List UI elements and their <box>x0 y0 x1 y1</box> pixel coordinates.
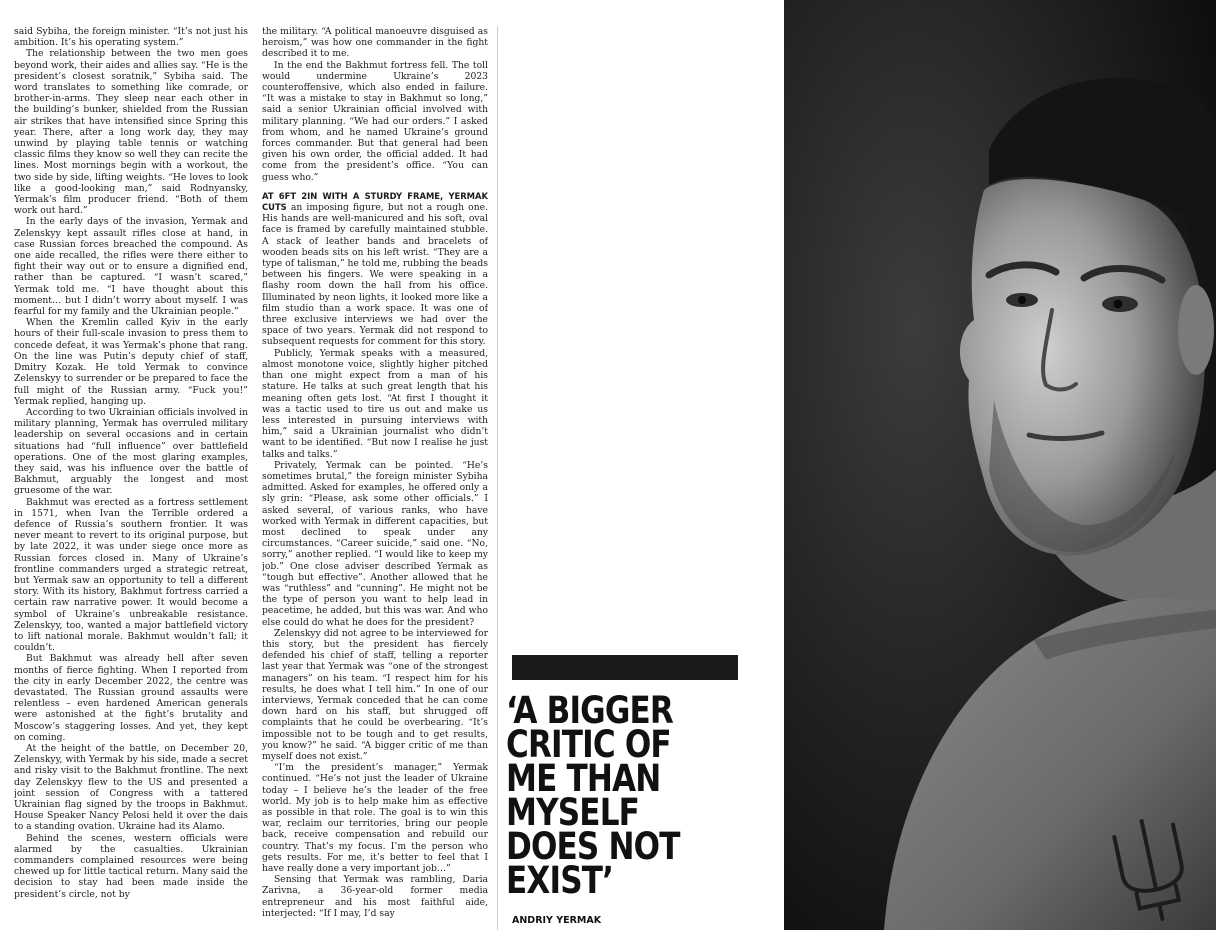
paragraph: the military. “A political manoeuvre disguised as heroism,” was how one commander in the fight described it to me. <box>262 26 488 60</box>
column-divider <box>497 26 498 930</box>
pull-quote-attribution: ANDRIY YERMAK <box>512 915 602 926</box>
section-kicker: AT 6FT 2IN WITH A STURDY FRAME, YERMAK CUTS <box>262 190 488 213</box>
paragraph: In the early days of the invasion, Yermak and Zelenskyy kept assault rifles close at hand, in case Russian forces breached the compound. As one aide recalled, the rifles were there either to fight their way out or to ensure a dignified end, rather than be captured. “I wasn’t scared,” Yermak told me. “I have thought about this moment… but I didn’t worry about myself. I was fearful for my family and the Ukrainian people.” <box>14 216 248 318</box>
portrait-photo <box>784 0 1216 930</box>
paragraph: According to two Ukrainian officials involved in military planning, Yermak has overruled military leadership on several occasions and in certain situations had “full influence” over battlefield operations. One of the most glaring examples, they said, was his influence over the battle of Bakhmut, arguably the longest and most gruesome of the war. <box>14 406 248 497</box>
pull-quote-bar <box>512 655 738 680</box>
section-lead-paragraph <box>262 191 488 348</box>
article-column-2 <box>262 26 488 928</box>
paragraph: Publicly, Yermak speaks with a measured, almost monotone voice, slightly higher pitched than one might expect from a man of his stature. He talks at such great length that his meaning often gets lost. “At first I thought it was a tactic used to tire us out and make us less interested in pursuing interviews with him,” said a Ukrainian journalist who didn’t want to be identified. “But now I realise he just talks and talks.” <box>262 347 488 460</box>
pull-quote: ‘A BIGGER CRITIC OF ME THAN MYSELF DOES NOT EXIST’ <box>506 689 680 902</box>
paragraph: Sensing that Yermak was rambling, Daria Zarivna, a 36-year-old former media entrepreneur and his most faithful aide, interjected: “If I may, I’d say <box>262 874 488 919</box>
paragraph: The relationship between the two men goes beyond work, their aides and allies say. “He is the president’s closest soratnik,” Sybiha said. The word translates to something like comrade, or brother-in-arms. They sleep near each other in the building’s bunker, shielded from the Russian air strikes that have intensified since Spring this year. There, after a long work day, they may unwind by playing table tennis or watching classic films they know so well they can recite the lines. Most mornings begin with a workout, the two side by side, lifting weights. “He loves to look like a good-looking man,” said Rodnyansky, Yermak’s film producer friend. “Both of them work out hard.” <box>14 48 248 217</box>
paragraph: said Sybiha, the foreign minister. “It’s not just his ambition. It’s his operating system.” <box>14 26 248 49</box>
paragraph: “I’m the president’s manager,” Yermak continued. “He’s not just the leader of Ukraine today – I believe he’s the leader of the free world. My job is to help make him as effective as possible in that role. The goal is to win this war, reclaim our territories, bring our people back, receive compensation and rebuild our country. That’s my focus. I’m the person who gets results. For me, it’s better to feel that I have really done a very important job…” <box>262 762 488 875</box>
article-column-1 <box>14 26 248 928</box>
paragraph: Zelenskyy did not agree to be interviewed for this story, but the president has fiercely defended his chief of staff, telling a reporter last year that Yermak was “one of the strongest managers” on his team. “I respect him for his results, he does what I tell him.” In one of our interviews, Yermak conceded that he can come down hard on his staff, but shrugged off complaints that he could be overbearing. “It’s impossible not to be tough and to get results, you know?” he said. “A bigger critic of me than myself does not exist.” <box>262 627 488 762</box>
paragraph: At the height of the battle, on December 20, Zelenskyy, with Yermak by his side, made a secret and risky visit to the Bakhmut frontline. The next day Zelenskyy flew to the US and presented a joint session of Congress with a tattered Ukrainian flag signed by the troops in Bakhmut. House Speaker Nancy Pelosi held it over the dais to a standing ovation. Ukraine had its Alamo. <box>14 743 248 833</box>
paragraph: When the Kremlin called Kyiv in the early hours of their full-scale invasion to press them to concede defeat, it was Yermak’s phone that rang. On the line was Putin’s deputy chief of staff, Dmitry Kozak. He told Yermak to convince Zelenskyy to surrender or be prepared to face the full might of the Russian army. “Fuck you!” Yermak replied, hanging up. <box>14 317 248 407</box>
paragraph: In the end the Bakhmut fortress fell. The toll would undermine Ukraine’s 2023 counteroffensive, which also ended in failure. “It was a mistake to stay in Bakhmut so long,” said a senior Ukrainian official involved with military planning. “We had our orders.” I asked from whom, and he named Ukraine’s ground forces commander. But that general had been given his own order, the official added. It had come from the president’s office. “You can guess who.” <box>262 59 488 183</box>
paragraph: Bakhmut was erected as a fortress settlement in 1571, when Ivan the Terrible ordered a defence of Russia’s southern frontier. It was never meant to revert to its original purpose, but by late 2022, it was under siege once more as Russian forces closed in. Many of Ukraine’s frontline commanders urged a strategic retreat, but Yermak saw an opportunity to tell a different story. With its history, Bakhmut fortress carried a certain raw narrative power. It would become a symbol of Ukraine’s unbreakable resistance. Zelenskyy, too, wanted a major battlefield victory to lift national morale. Bakhmut wouldn’t fall; it couldn’t. <box>14 496 248 654</box>
section-lead-text: an imposing figure, but not a rough one. His hands are well-manicured and his soft, oval face is framed by carefully maintained stubble. A stack of leather bands and bracelets of wooden beads sits on his left wrist. “They are a type of talisman,” he told me, rubbing the beads between his fingers. We were speaking in a flashy room down the hall from his office. Illuminated by neon lights, it looked more like a film studio than a work space. It was one of three exclusive interviews we had over the space of two years. Yermak did not respond to subsequent requests for comment for this story. <box>262 202 488 348</box>
paragraph: But Bakhmut was already hell after seven months of fierce fighting. When I reported from the city in early December 2022, the centre was devastated. The Russian ground assaults were relentless – even hardened American generals were astonished at the fight’s brutality and Moscow’s staggering losses. And yet, they kept on coming. <box>14 653 248 743</box>
paragraph: Privately, Yermak can be pointed. “He’s sometimes brutal,” the foreign minister Sybiha admitted. Asked for examples, he offered only a sly grin: “Please, ask some other officials.” I asked several, of various ranks, who have worked with Yermak in different capacities, but most declined to speak under any circumstances. “Career suicide,” said one. “No, sorry,” another replied. “I would like to keep my job.” One close adviser described Yermak as “tough but effective”. Another allowed that he was “ruthless” and “cunning”. He might not be the type of person you want to help lead in peacetime, he added, but this was war. And who else could do what he does for the president? <box>262 459 488 628</box>
paragraph: Behind the scenes, western officials were alarmed by the casualties. Ukrainian commanders complained resources were being chewed up for little tactical return. Many said the decision to stay had been made inside the president’s circle, not by <box>14 832 248 900</box>
